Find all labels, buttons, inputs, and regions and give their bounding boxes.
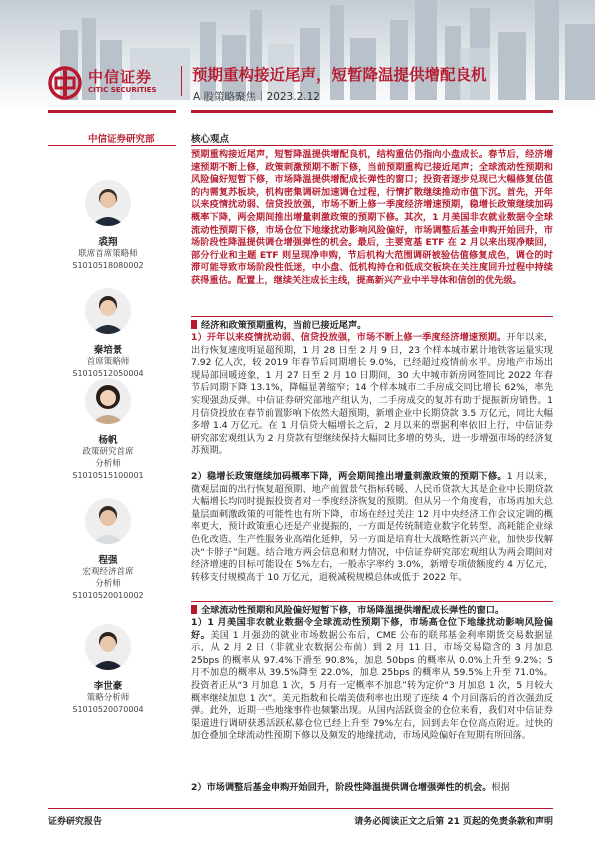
analyst-license-id: S1010520010002 [72, 591, 144, 600]
sidebar-heading-rule [48, 145, 176, 146]
section-title: 全球流动性预期和风险偏好短暂下修，市场降温提供增配成长弹性的窗口。 [201, 605, 505, 616]
analyst-photo [85, 624, 131, 670]
footer-rule [48, 808, 553, 809]
report-subtitle: A 股策略聚焦｜2023.2.12 [193, 91, 320, 103]
footer-disclaimer: 请务必阅读正文之后第 21 页起的免责条款和声明 [354, 817, 553, 827]
sidebar-heading: 中信证券研究部 [88, 134, 155, 145]
analyst-photo [85, 498, 131, 544]
section-marker [191, 605, 197, 614]
paragraph-lead: 1）1 月美国非农就业数据令全球流动性预期下修，市场高仓位下地缘扰动影响风险偏好。 [191, 617, 553, 641]
analyst-name: 李世豪 [93, 681, 123, 692]
paragraph-text: 开年以来，出行恢复速度明显超预期，1 月 28 日至 2 月 9 日，23 个样本城市累计地铁客运量实现 7.92 亿人次，较 2019 年春节后同期增长 9.0%，已经超过疫情前水平。房地产市场出现局部回暖迹象，1 月 27 日至 2 月 10 日期间，30 大中城市新房网签同比 2022 年春节后同期下降 13.1%，降幅显著缩窄；14 个样本城市二手房成交同比增长 62%，率先实现强劲反弹。中信证券研究部地产组认为，二手房成交的复苏有助于提振新房销售。1 月信贷投放在春节前置影响下依然大超预期，新增企业中长期贷款 3.5 万亿元，同比大幅多增 1.4 万亿元。在 1 月信贷大幅增长之后，2 月以来的票据利率依旧上行，中信证券研究部宏观组认为 2 月贷款有望继续保持大幅同比多增的势头，进一步增强市场的经济复苏预期。 [191, 332, 553, 457]
paragraph-text: 根据 [491, 782, 510, 793]
report-title: 预期重构接近尾声，短暂降温提供增配良机 [192, 66, 487, 84]
analyst-card [48, 498, 168, 600]
analyst-role-line1: 宏观经济首席 [82, 567, 134, 577]
paragraph [191, 782, 553, 795]
analyst-license-id: S1010512050004 [72, 369, 144, 378]
analyst-license-id: S1010520070004 [72, 705, 144, 714]
header-divider [181, 66, 182, 96]
header-accent-bar-right [191, 110, 553, 113]
paragraph-text: 美国 1 月强劲的就业市场数据公布后，CME 公布的联邦基金利率期货交易数据显示，从 2 月 2 日（非就业农数据公布前）到 2 月 11 日，市场交易隐含的 3 月加息 25bps 的概率从 97.4%下滑至 90.8%，加息 50bps 的概率从 0.0%上升至 9.2%；5 月不加息的概率从 39.5%降至 22.0%，加息 25bps 的概率从 59.5%上升至 71.0%。投资者正从“3 月加息 1 次，5 月有一定概率不加息”转为定价“3 月加息 1 次，5 月较大概率继续加息 1 次”。美元指数和长端美债利率也出现了连续 4 个月回落后的首次强劲反弹。此外，近期一些地缘事件也频繁出现。从国内活跃资金的仓位来看，我们对中信证券渠道进行调研获悉活跃私募仓位已经上升至 79%左右，回到去年仓位高点附近。过快的加仓叠加全球流动性预期下修以及频发的地缘扰动，市场风险偏好在短期有所回落。 [191, 629, 553, 742]
paragraph-text: 1 月以来，微观层面的出行恢复超预期、地产前置景气指标转暖、人民币贷款大其是企业中长期贷款大幅增长均同时提振投资者对一季度经济恢复的预期。但从另一个角度看，市场再加大总量层面刺激政策的可能性也有所下降，市场在经过关注 12 月中央经济工作会议定调的概率更大，预计政策重心还是产业提振的，一方面是传统制造业数字化转型、高耗能企业绿色化改造、生产性服务业高端化延伸，另一方面是培育壮大战略性新兴产业，加快步伐解决“卡脖子”问题。结合地方两会信息和财力情况，中信证券研究部宏观组认为两会期间对经济增速的目标可能设在 5%左右，一般赤字率约 3.0%，新增专项债额度约 4 万亿元，转移支付规模高于 10 万亿元，退税减税规模总体或低于 2022 年。 [191, 471, 553, 583]
paragraph [191, 617, 553, 743]
analyst-name: 程强 [98, 555, 118, 566]
paragraph [191, 471, 553, 584]
header-accent-bar-left [48, 110, 176, 113]
analyst-role: 策略分析师 [86, 693, 130, 703]
section-title: 经济和政策预期重构，当前已接近尾声。 [201, 320, 367, 331]
analyst-photo [85, 180, 131, 226]
main-heading-rule [191, 145, 553, 146]
analyst-name: 秦培景 [93, 345, 123, 356]
analyst-name: 裘翔 [98, 237, 118, 248]
citic-emblem-icon [48, 66, 82, 100]
paragraph-lead: 2）市场调整后基金申购开始回升，阶段性降温提供调仓增强弹性的机会。 [191, 782, 492, 793]
core-view-summary: 预期重构接近尾声，短暂降温提供增配良机，结构重估仍指向小盘成长。春节后，经济增速预期不断上修，政策刺激预期不断下修，当前预期重构已接近尾声；全球流动性预期和风险偏好短暂下修，市场降温提供增配成长弹性的窗口；投资者逐步兑现已大幅修复估值的内需复苏板块，机构密集调研加速调仓过程，行情扩散继续推动市值下沉。首先，开年以来疫情扰动弱、信贷投放强，市场不断上修一季度经济增速预期，稳增长政策继续加码概率下降，两会期间推出增量刺激政策的预期下修。其次，1 月美国非农就业数据令全球流动性预期下修，市场仓位下地缘扰动影响风险偏好，市场调整后基金申购开始回升，市场阶段性降温提供调仓增强弹性的机会。最后，主要宽基 ETF 在 2 月以来出现净赎回，部分行业和主题 ETF 则呈现净申购，节后机构大范围调研被验估值修复成色，调仓的时滞可能导致市场阶段性低迷，中小盘、低机构持仓和低成交板块在关注度回升过程中持续获得重估。配置上，继续关注成长主线，提高新兴产业中半导体和信创的优先级。 [191, 149, 553, 286]
analyst-card [48, 288, 168, 378]
analyst-license-id: S1010515100001 [72, 471, 144, 480]
citic-logo [48, 66, 178, 100]
section-heading [191, 601, 553, 616]
analyst-card [48, 624, 168, 714]
footer-doc-type: 证券研究报告 [48, 817, 103, 827]
main-heading: 核心观点 [191, 134, 230, 145]
analyst-license-id: S1010518080002 [72, 261, 144, 270]
analyst-photo [85, 378, 131, 424]
logo-chinese-name: 中信证券 [88, 68, 153, 86]
analyst-role: 首席策略师 [86, 357, 130, 367]
analyst-name: 杨帆 [98, 435, 118, 446]
analyst-role-line2: 分析师 [95, 579, 121, 589]
header-banner [0, 0, 595, 112]
section-heading [191, 316, 553, 331]
analyst-role-line1: 政策研究首席 [82, 447, 134, 457]
analyst-role: 联席首席策略师 [78, 249, 138, 259]
paragraph-lead: 2）稳增长政策继续加码概率下降，两会期间推出增量刺激政策的预期下修。 [191, 471, 507, 482]
analyst-photo [85, 288, 131, 334]
analyst-card [48, 180, 168, 270]
analyst-role-line2: 分析师 [95, 459, 121, 469]
paragraph-lead: 1）开年以来疫情扰动弱、信贷投放强，市场不断上修一季度经济增速预期。 [191, 332, 507, 343]
section-marker [191, 320, 197, 329]
analyst-card [48, 378, 168, 480]
paragraph [191, 332, 553, 458]
logo-english-name: CITIC SECURITIES [88, 86, 157, 94]
